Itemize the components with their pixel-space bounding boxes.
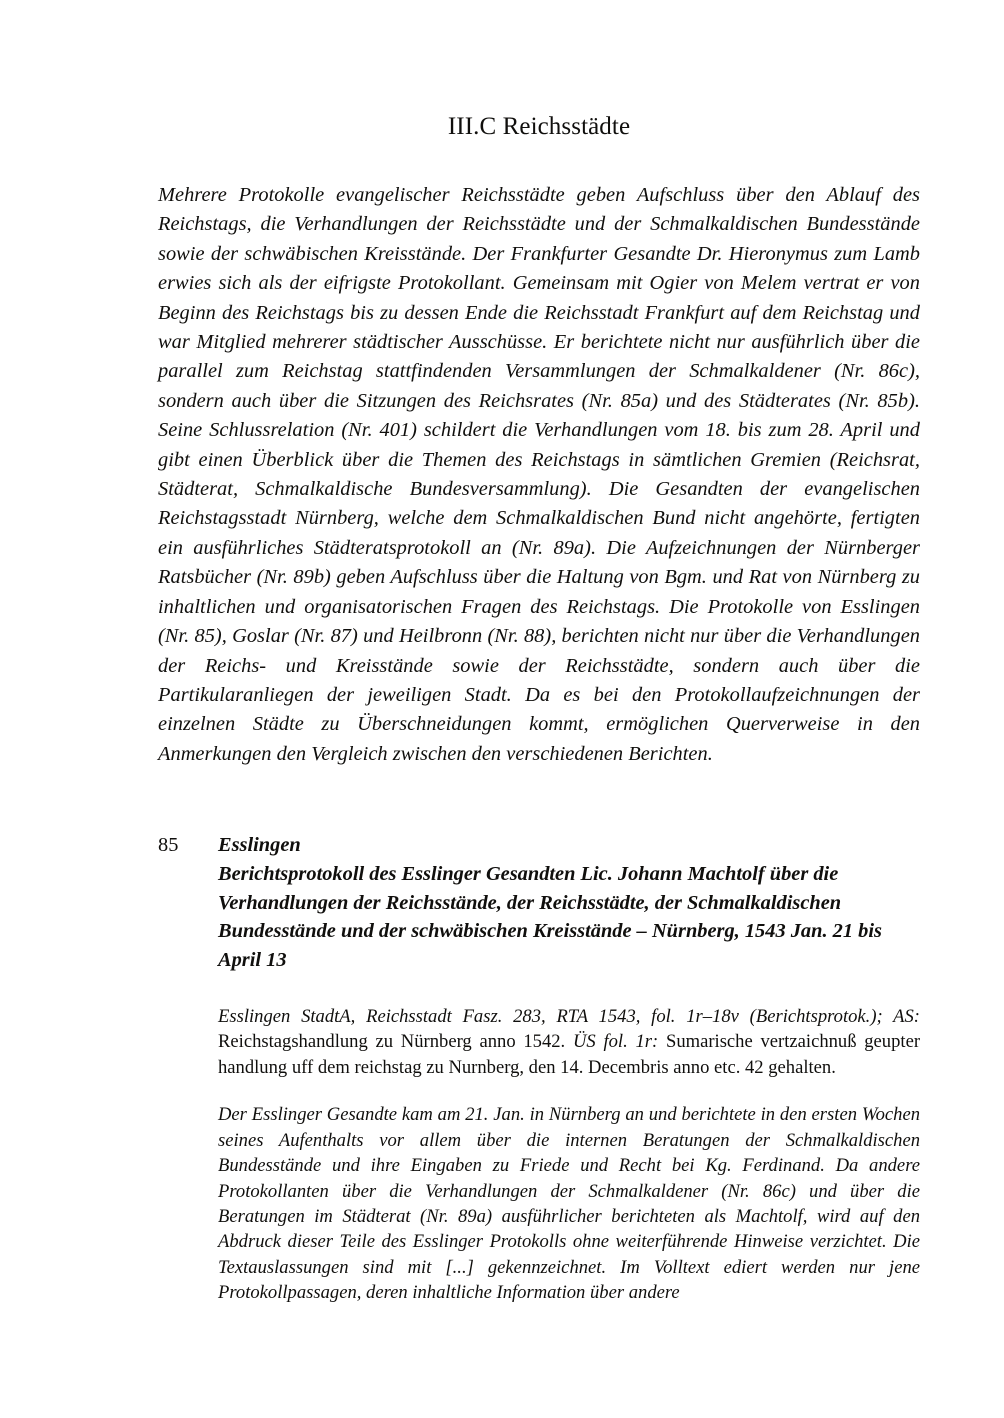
source-us-text: Sumarische vertzaichnuß geupter handlung uff dem reichstag zu Nurnberg, den 14. Decembris anno etc. 42 gehalten. (218, 1031, 921, 1078)
intro-paragraph: Mehrere Protokolle evangelischer Reichsstädte geben Aufschluss über den Ablauf des Reichstags, die Verhandlungen der Reichsstädte und der Schmalkaldischen Bundesstände sowie der schwäbischen Kreisstände. Der Frankfurter Gesandte Dr. Hieronymus zum Lamb erwies sich als der eifrigste Protokollant. Gemeinsam mit Ogier von Melem vertrat er von Beginn des Reichstags bis zu dessen Ende die Reichsstadt Frankfurt auf dem Reichstag und war Mitglied mehrerer städtischer Ausschüsse. Er berichtete nicht nur ausführlich über die parallel zum Reichstag stattfindenden Versammlungen der Schmalkaldener (Nr. 86c), sondern auch über die Sitzungen des Reichsrates (Nr. 85a) und des Städterates (Nr. 85b). Seine Schlussrelation (Nr. 401) schildert die Verhandlungen vom 18. bis zum 28. April und gibt einen Überblick über die Themen des Reichstags in sämtlichen Gremien (Reichsrat, Städterat, Schmalkaldische Bundesversammlung). Die Gesandten der evangelischen Reichstagsstadt Nürnberg, welche dem Schmalkaldischen Bund nicht angehörte, fertigten ein ausführliches Städteratsprotokoll an (Nr. 89a). Die Aufzeichnungen der Nürnberger Ratsbücher (Nr. 89b) geben Aufschluss über die Haltung von Bgm. und Rat von Nürnberg zu inhaltlichen und organisatorischen Fragen des Reichstags. Die Protokolle von Esslingen (Nr. 85), Goslar (Nr. 87) und Heilbronn (Nr. 88), berichten nicht nur über die Verhandlungen der Reichs- und Kreisstände sowie der Reichsstädte, sondern auch über die Partikularanliegen der jeweiligen Stadt. Da es bei den Protokollaufzeichnungen der einzelnen Städte zu Überschneidungen kommt, ermöglichen Querverweise in den Anmerkungen den Vergleich zwischen den verschiedenen Berichten. (158, 184, 920, 765)
catalog-entry-85 (158, 769, 920, 974)
entry-place-name: Esslingen (218, 834, 301, 857)
entry-number: 85 (158, 834, 179, 857)
source-us-label: ÜS fol. 1r: (572, 1031, 659, 1053)
chapter-heading: III.C Reichsstädte (447, 113, 631, 140)
archival-source-block (218, 1004, 920, 1081)
entry-body (218, 831, 920, 974)
source-as-text: Reichstagshandlung zu Nürnberg anno 1542. (218, 1031, 566, 1053)
entry-title: Berichtsprotokoll des Esslinger Gesandten Lic. Johann Machtolf über die Verhandlungen der Reichsstände, der Reichsstädte, der Schmalkaldischen Bundesstände und der schwäbischen Kreisstände – Nürnberg, 1543 Jan. 21 bis April 13 (218, 863, 882, 971)
editorial-note-paragraph: Der Esslinger Gesandte kam am 21. Jan. in Nürnberg an und berichtete in den ersten Wochen seines Aufenthalts vor allem über die internen Beratungen der Schmalkaldischen Bundesstände und ihre Eingaben zu Friede und Recht bei Kg. Ferdinand. Da andere Protokollanten über die Verhandlungen der Schmalkaldener (Nr. 86c) und über die Beratungen im Städterat (Nr. 89a) ausführlicher berichteten als Machtolf, wird auf den Abdruck dieser Teile des Esslinger Protokolls ohne weiterführende Hinweise verzichtet. Die Textauslassungen sind mit [...] gekennzeichnet. Im Volltext ediert werden nur jene Protokollpassagen, deren inhaltliche Information über andere (218, 1104, 920, 1304)
page-content (158, 0, 920, 1324)
source-signature: Esslingen StadtA, Reichsstadt Fasz. 283, RTA 1543, fol. 1r–18v (Berichtsprotok.); AS: (218, 1005, 920, 1027)
